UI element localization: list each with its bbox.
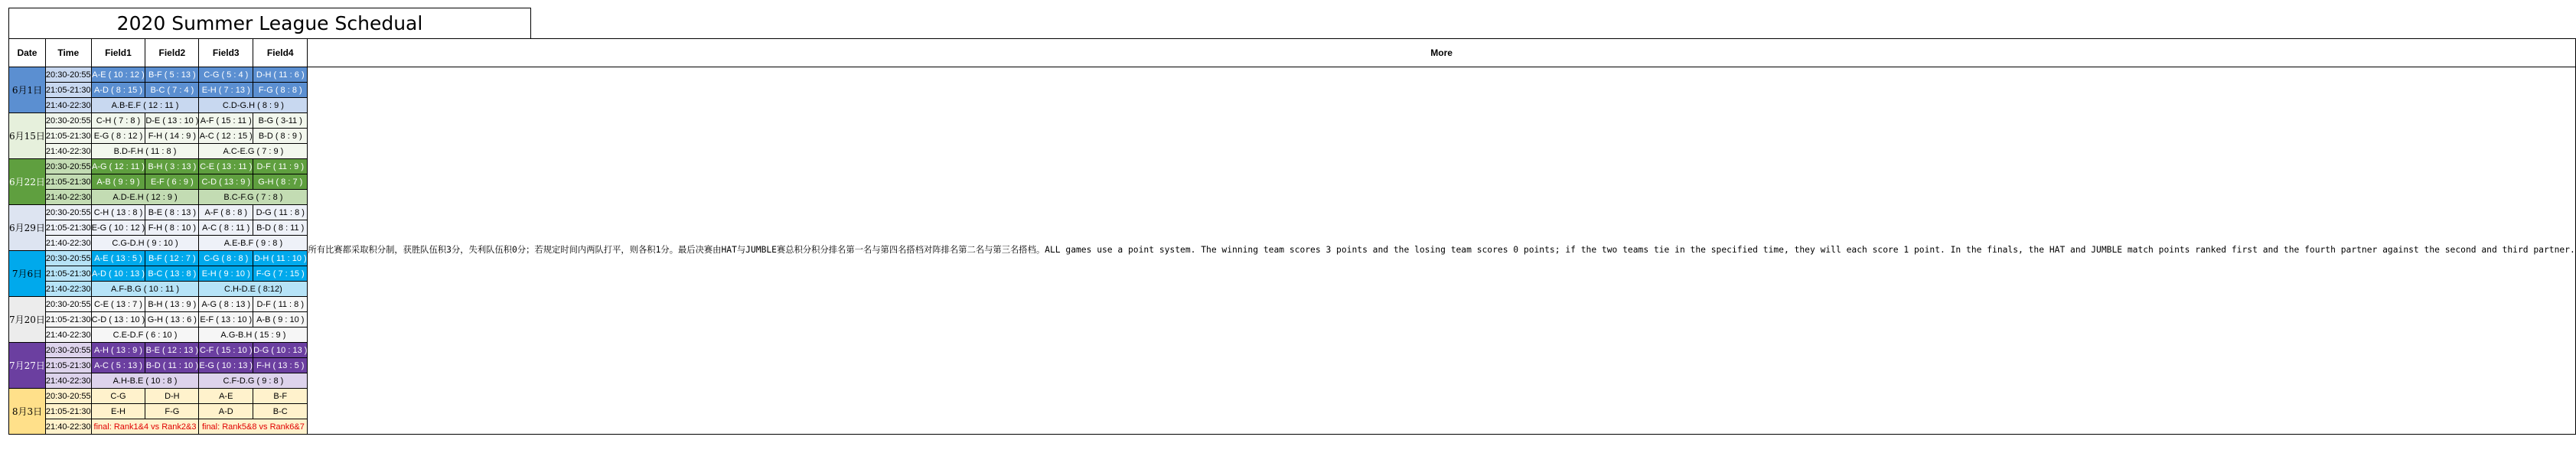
game-cell: B-G ( 3-11 ) [253,113,308,129]
time-cell: 21:05-21:30 [45,129,91,144]
time-cell: 20:30-20:55 [45,251,91,266]
game-cell: B-D ( 11 : 10 ) [145,358,199,373]
time-cell: 21:40-22:30 [45,190,91,205]
time-cell: 20:30-20:55 [45,297,91,312]
header-field2: Field2 [145,39,199,67]
date-cell: 7月27日 [9,343,46,389]
game-cell: D-E ( 13 : 10 ) [145,113,199,129]
game-cell: C-G ( 5 : 4 ) [199,67,253,83]
merged-game-cell: A.E-B.F ( 9 : 8 ) [199,236,308,251]
game-cell: A-B ( 9 : 10 ) [253,312,308,328]
game-cell: A-G ( 8 : 13 ) [199,297,253,312]
time-cell: 21:40-22:30 [45,98,91,113]
game-cell: D-H [145,389,199,404]
merged-game-cell: B.C-F.G ( 7 : 8 ) [199,190,308,205]
merged-game-cell: C.G-D.H ( 9 : 10 ) [91,236,199,251]
game-cell: C-G [91,389,145,404]
time-cell: 21:05-21:30 [45,220,91,236]
game-cell: F-G [145,404,199,419]
game-cell: F-H ( 14 : 9 ) [145,129,199,144]
game-cell: E-G ( 8 : 12 ) [91,129,145,144]
game-cell: D-H ( 11 : 6 ) [253,67,308,83]
time-cell: 20:30-20:55 [45,343,91,358]
game-cell: B-F ( 5 : 13 ) [145,67,199,83]
time-cell: 20:30-20:55 [45,159,91,174]
time-cell: 21:40-22:30 [45,419,91,435]
header-more: More [308,39,2575,67]
merged-game-cell: C.E-D.F ( 6 : 10 ) [91,328,199,343]
schedule-table [8,38,2576,435]
game-cell: A-F ( 8 : 8 ) [199,205,253,220]
rules-note: 所有比赛都采取积分制，获胜队伍积3分，失利队伍积0分；若规定时间内两队打平，则各积1分。最后决赛由HAT与JUMBLE赛总积分积分排名第一名与第四名搭档对阵排名第二名与第三名搭档。ALL games use a point system. The winning team scores 3 points and the losing team scores 0 points; if the two teams tie in the specified time, they will each score 1 point. In the finals, the HAT and JUMBLE match points ranked first and the fourth partner against the second and third partner. [308,67,2575,435]
game-cell: E-F ( 6 : 9 ) [145,174,199,190]
time-cell: 21:05-21:30 [45,174,91,190]
date-cell: 7月6日 [9,251,46,297]
time-cell: 21:40-22:30 [45,236,91,251]
game-cell: B-C [253,404,308,419]
game-cell: D-G ( 11 : 8 ) [253,205,308,220]
game-cell: F-H ( 13 : 5 ) [253,358,308,373]
game-cell: A-B ( 9 : 9 ) [91,174,145,190]
game-cell: A-D ( 8 : 15 ) [91,83,145,98]
game-cell: A-C ( 5 : 13 ) [91,358,145,373]
date-cell: 6月15日 [9,113,46,159]
game-cell: B-C ( 13 : 8 ) [145,266,199,282]
game-cell: F-H ( 8 : 10 ) [145,220,199,236]
date-cell: 8月3日 [9,389,46,435]
schedule-row [9,67,2576,83]
game-cell: B-D ( 8 : 11 ) [253,220,308,236]
game-cell: C-F ( 15 : 10 ) [199,343,253,358]
game-cell: A-D ( 10 : 13 ) [91,266,145,282]
time-cell: 21:05-21:30 [45,266,91,282]
header-field4: Field4 [253,39,308,67]
time-cell: 21:40-22:30 [45,282,91,297]
game-cell: E-F ( 13 : 10 ) [199,312,253,328]
time-cell: 20:30-20:55 [45,113,91,129]
time-cell: 21:05-21:30 [45,358,91,373]
time-cell: 21:05-21:30 [45,404,91,419]
game-cell: B-H ( 13 : 9 ) [145,297,199,312]
game-cell: A-F ( 15 : 11 ) [199,113,253,129]
header-field1: Field1 [91,39,145,67]
game-cell: C-H ( 7 : 8 ) [91,113,145,129]
time-cell: 21:40-22:30 [45,144,91,159]
game-cell: A-H ( 13 : 9 ) [91,343,145,358]
game-cell: B-F [253,389,308,404]
game-cell: D-H ( 11 : 10 ) [253,251,308,266]
game-cell: C-G ( 8 : 8 ) [199,251,253,266]
date-cell: 6月1日 [9,67,46,113]
game-cell: A-E ( 13 : 5 ) [91,251,145,266]
merged-game-cell: A.H-B.E ( 10 : 8 ) [91,373,199,389]
date-cell: 7月20日 [9,297,46,343]
game-cell: B-D ( 8 : 9 ) [253,129,308,144]
game-cell: A-C ( 8 : 11 ) [199,220,253,236]
header-field3: Field3 [199,39,253,67]
date-cell: 6月29日 [9,205,46,251]
merged-game-cell: A.C-E.G ( 7 : 9 ) [199,144,308,159]
merged-game-cell: A.G-B.H ( 15 : 9 ) [199,328,308,343]
game-cell: C-E ( 13 : 11 ) [199,159,253,174]
game-cell: G-H ( 13 : 6 ) [145,312,199,328]
header-time: Time [45,39,91,67]
game-cell: A-D [199,404,253,419]
game-cell: A-G ( 12 : 11 ) [91,159,145,174]
final-match-cell: final: Rank5&8 vs Rank6&7 [199,419,308,435]
date-cell: 6月22日 [9,159,46,205]
game-cell: E-H ( 9 : 10 ) [199,266,253,282]
merged-game-cell: C.D-G.H ( 8 : 9 ) [199,98,308,113]
game-cell: D-G ( 10 : 13 ) [253,343,308,358]
game-cell: F-G ( 8 : 8 ) [253,83,308,98]
game-cell: F-G ( 7 : 15 ) [253,266,308,282]
final-match-cell: final: Rank1&4 vs Rank2&3 [91,419,199,435]
merged-game-cell: A.B-E.F ( 12 : 11 ) [91,98,199,113]
time-cell: 21:05-21:30 [45,83,91,98]
merged-game-cell: A.F-B.G ( 10 : 11 ) [91,282,199,297]
merged-game-cell: C.H-D.E ( 8:12) [199,282,308,297]
game-cell: B-E ( 8 : 13 ) [145,205,199,220]
time-cell: 20:30-20:55 [45,389,91,404]
merged-game-cell: C.F-D.G ( 9 : 8 ) [199,373,308,389]
game-cell: B-C ( 7 : 4 ) [145,83,199,98]
game-cell: C-D ( 13 : 9 ) [199,174,253,190]
game-cell: D-F ( 11 : 9 ) [253,159,308,174]
game-cell: C-D ( 13 : 10 ) [91,312,145,328]
game-cell: D-F ( 11 : 8 ) [253,297,308,312]
game-cell: C-H ( 13 : 8 ) [91,205,145,220]
time-cell: 21:40-22:30 [45,373,91,389]
game-cell: G-H ( 8 : 7 ) [253,174,308,190]
merged-game-cell: B.D-F.H ( 11 : 8 ) [91,144,199,159]
schedule-title: 2020 Summer League Schedual [8,8,531,38]
time-cell: 21:05-21:30 [45,312,91,328]
header-row [9,39,2576,67]
game-cell: E-G ( 10 : 13 ) [199,358,253,373]
merged-game-cell: A.D-E.H ( 12 : 9 ) [91,190,199,205]
game-cell: B-F ( 12 : 7 ) [145,251,199,266]
time-cell: 20:30-20:55 [45,205,91,220]
game-cell: A-C ( 12 : 15 ) [199,129,253,144]
time-cell: 20:30-20:55 [45,67,91,83]
game-cell: A-E [199,389,253,404]
game-cell: B-E ( 12 : 13 ) [145,343,199,358]
game-cell: E-G ( 10 : 12 ) [91,220,145,236]
game-cell: C-E ( 13 : 7 ) [91,297,145,312]
time-cell: 21:40-22:30 [45,328,91,343]
game-cell: A-E ( 10 : 12 ) [91,67,145,83]
game-cell: E-H ( 7 : 13 ) [199,83,253,98]
game-cell: B-H ( 3 : 13 ) [145,159,199,174]
header-date: Date [9,39,46,67]
game-cell: E-H [91,404,145,419]
